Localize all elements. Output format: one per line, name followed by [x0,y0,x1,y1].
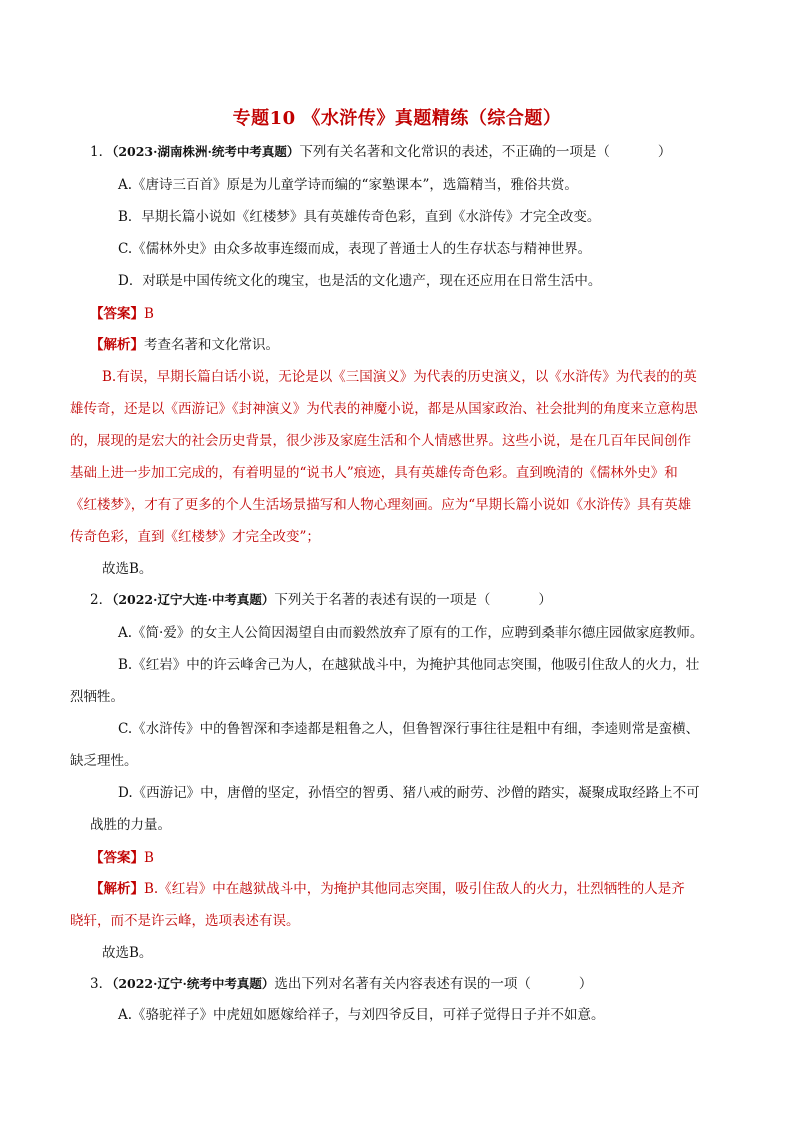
answer-value: B [144,306,154,322]
analysis-lead: 考查名著和文化常识。 [144,337,279,353]
question-2-option-d: D.《西游记》中，唐僧的坚定，孙悟空的智勇、猪八戒的耐劳、沙僧的踏实，凝聚成取经路上不可 [118,785,700,801]
question-2-close: ） [538,592,552,608]
question-1-option-c: C.《儒林外史》由众多故事连缀而成，表现了普通士人的生存状态与精神世界。 [118,241,592,257]
analysis-line: 《红楼梦》，才有了更多的个人生活场景描写和人物心理刻画。应为“早期长篇小说如《水浒传》具有英雄 [70,497,692,513]
question-2-option-d-cont: 战胜的力量。 [90,817,171,833]
question-3-source: （2022·辽宁·统考中考真题） [112,976,275,991]
question-2-answer [90,848,154,868]
analysis-line: 的，展现的是宏大的社会历史背景，很少涉及家庭生活和个人情感世界。这些小说，是在几百年民间创作 [70,433,691,449]
question-3-close: ） [578,976,593,992]
question-3-stem [90,974,592,994]
question-3-option-a: A.《骆驼祥子》中虎妞如愿嫁给祥子，与刘四爷反目，可祥子觉得日子并不如意。 [118,1007,605,1023]
answer-label: 【答案】 [90,306,144,322]
question-1-answer [90,304,154,324]
analysis-line: B.有误，早期长篇白话小说，无论是以《三国演义》为代表的历史演义，以《水浒传》为代表的的英 [102,369,697,385]
analysis-text: B.《红岩》中在越狱战斗中，为掩护其他同志突围，吸引住敌人的火力，壮烈牺牲的人是齐 [144,881,685,897]
answer-label: 【答案】 [90,850,144,866]
question-1-number: 1． [90,144,113,160]
question-2-option-c: C.《水浒传》中的鲁智深和李逵都是粗鲁之人，但鲁智深行事往往是粗中有细，李逵则常是蛮横、 [118,721,700,737]
question-3-text: 选出下列对名著有关内容表述有误的一项（ [274,976,531,992]
question-2-source: （2022·辽宁大连·中考真题） [112,592,275,607]
question-2-option-b: B.《红岩》中的许云峰舍己为人，在越狱战斗中，为掩护其他同志突围，他吸引住敌人的火力，壮 [118,657,700,673]
question-1-option-d: D．对联是中国传统文化的瑰宝，也是活的文化遗产，现在还应用在日常生活中。 [118,273,602,289]
question-1-stem [90,142,671,162]
question-1-analysis [90,335,279,355]
question-1-option-b: B．早期长篇小说如《红楼梦》具有英雄传奇色彩，直到《水浒传》才完全改变。 [118,209,601,225]
analysis-line: 基础上进一步加工完成的，有着明显的“说书人”痕迹，具有英雄传奇色彩。直到晚清的《儒林外史》和 [70,465,678,481]
question-1-conclusion: 故选B。 [102,561,153,577]
analysis-line: 传奇色彩，直到《红楼梦》才完全改变”； [70,529,320,545]
analysis-line: 晓轩，而不是许云峰，选项表述有误。 [70,913,300,929]
question-2-text: 下列关于名著的表述有误的一项是（ [274,592,491,608]
analysis-line: 雄传奇，还是以《西游记》《封神演义》为代表的神魔小说，都是从国家政治、社会批判的角度来立意构思 [70,401,698,417]
question-1-option-a: A.《唐诗三百首》原是为儿童学诗而编的“家塾课本”，选篇精当，雅俗共赏。 [118,177,578,193]
question-2-option-c-cont: 缺乏理性。 [70,753,138,769]
question-1-close: ） [657,144,672,160]
question-2-number: 2． [90,592,113,608]
analysis-label: 【解析】 [90,881,144,897]
question-2-option-b-cont: 烈牺牲。 [70,689,124,705]
question-3-number: 3． [90,976,113,992]
page-title: 专题10 《水浒传》真题精练（综合题） [232,108,562,129]
question-2-option-a: A.《简·爱》的女主人公简因渴望自由而毅然放弃了原有的工作，应聘到桑菲尔德庄园做家庭教师。 [118,625,704,641]
analysis-label: 【解析】 [90,337,144,353]
question-1-source: （2023·湖南株洲·统考中考真题） [112,144,300,159]
question-2-conclusion: 故选B。 [102,945,153,961]
answer-value: B [144,850,154,866]
question-1-text: 下列有关名著和文化常识的表述，不正确的一项是（ [299,144,610,160]
question-2-analysis [90,879,685,899]
question-2-stem [90,590,552,610]
